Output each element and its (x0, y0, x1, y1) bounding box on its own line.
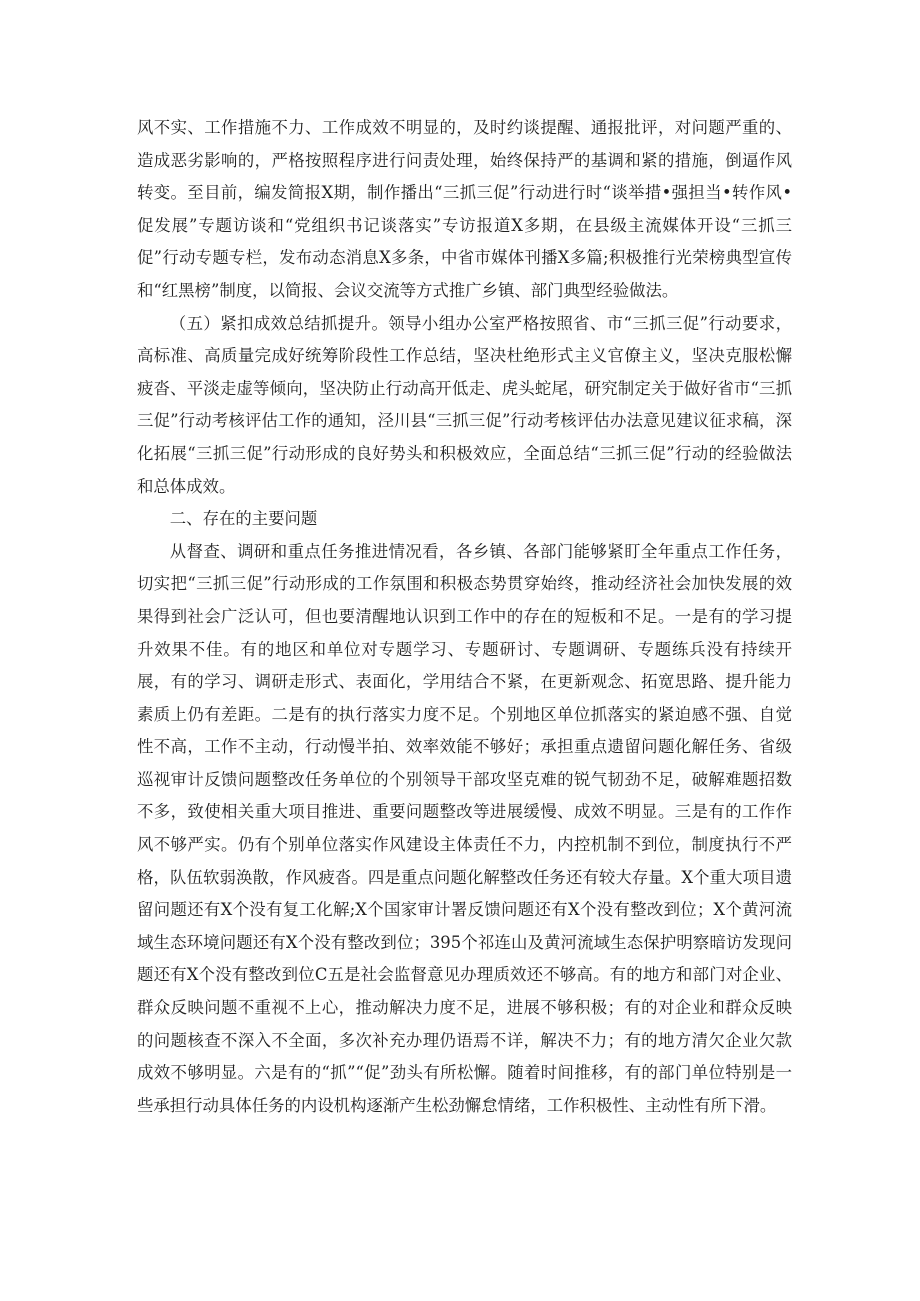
paragraph-section-five: （五）紧扣成效总结抓提升。领导小组办公室严格按照省、市“三抓三促”行动要求，高标准、高质量完成好统筹阶段性工作总结，坚决杜绝形式主义官僚主义，坚决克服松懈疲沓、平淡走虚等倾向，坚决防止行动高开低走、虎头蛇尾，研究制定关于做好省市“三抓三促”行动考核评估工作的通知，泾川县“三抓三促”行动考核评估办法意见建议征求稿，深化拓展“三抓三促”行动形成的良好势头和积极效应，全面总结“三抓三促”行动的经验做法和总体成效。 (137, 313, 792, 496)
document-body (137, 112, 792, 1122)
paragraph-main-problems: 从督查、调研和重点任务推进情况看，各乡镇、各部门能够紧盯全年重点工作任务，切实把“三抓三促”行动形成的工作氛围和积极态势贯穿始终，推动经济社会加快发展的效果得到社会广泛认可，但也要清醒地认识到工作中的存在的短板和不足。一是有的学习提升效果不佳。有的地区和单位对专题学习、专题研讨、专题调研、专题练兵没有持续开展，有的学习、调研走形式、表面化，学用结合不紧，在更新观念、拓宽思路、提升能力素质上仍有差距。二是有的执行落实力度不足。个别地区单位抓落实的紧迫感不强、自觉性不高，工作不主动，行动慢半拍、效率效能不够好；承担重点遗留问题化解任务、省级巡视审计反馈问题整改任务单位的个别领导干部攻坚克难的锐气韧劲不足，破解难题招数不多，致使相关重大项目推进、重要问题整改等进展缓慢、成效不明显。三是有的工作作风不够严实。仍有个别单位落实作风建设主体责任不力，内控机制不到位，制度执行不严格，队伍软弱涣散，作风疲沓。四是重点问题化解整改任务还有较大存量。X个重大项目遗留问题还有X个没有复工化解;X个国家审计署反馈问题还有X个没有整改到位；X个黄河流域生态环境问题还有X个没有整改到位；395个祁连山及黄河流域生态保护明察暗访发现问题还有X个没有整改到位C五是社会监督意见办理质效还不够高。有的地方和部门对企业、群众反映问题不重视不上心，推动解决力度不足，进展不够积极；有的对企业和群众反映的问题核查不深入不全面，多次补充办理仍语焉不详，解决不力；有的地方清欠企业欠款成效不够明显。六是有的“抓”“促”劲头有所松懈。随着时间推移，有的部门单位特别是一些承担行动具体任务的内设机构逐渐产生松劲懈怠情绪，工作积极性、主动性有所下滑。 (137, 541, 792, 1115)
section-heading-main-problems: 二、存在的主要问题 (169, 509, 318, 529)
paragraph-continuation: 风不实、工作措施不力、工作成效不明显的，及时约谈提醒、通报批评，对问题严重的、造成恶劣影响的，严格按照程序进行问责处理，始终保持严的基调和紧的措施，倒逼作风转变。至目前，编发简报X期，制作播出“三抓三促”行动进行时“谈举措•强担当•转作风•促发展”专题访谈和“党组织书记谈落实”专访报道X多期，在县级主流媒体开设“三抓三促”行动专题专栏，发布动态消息X多条，中省市媒体刊播X多篇;积极推行光荣榜典型宣传和“红黑榜”制度，以简报、会议交流等方式推广乡镇、部门典型经验做法。 (137, 118, 792, 300)
